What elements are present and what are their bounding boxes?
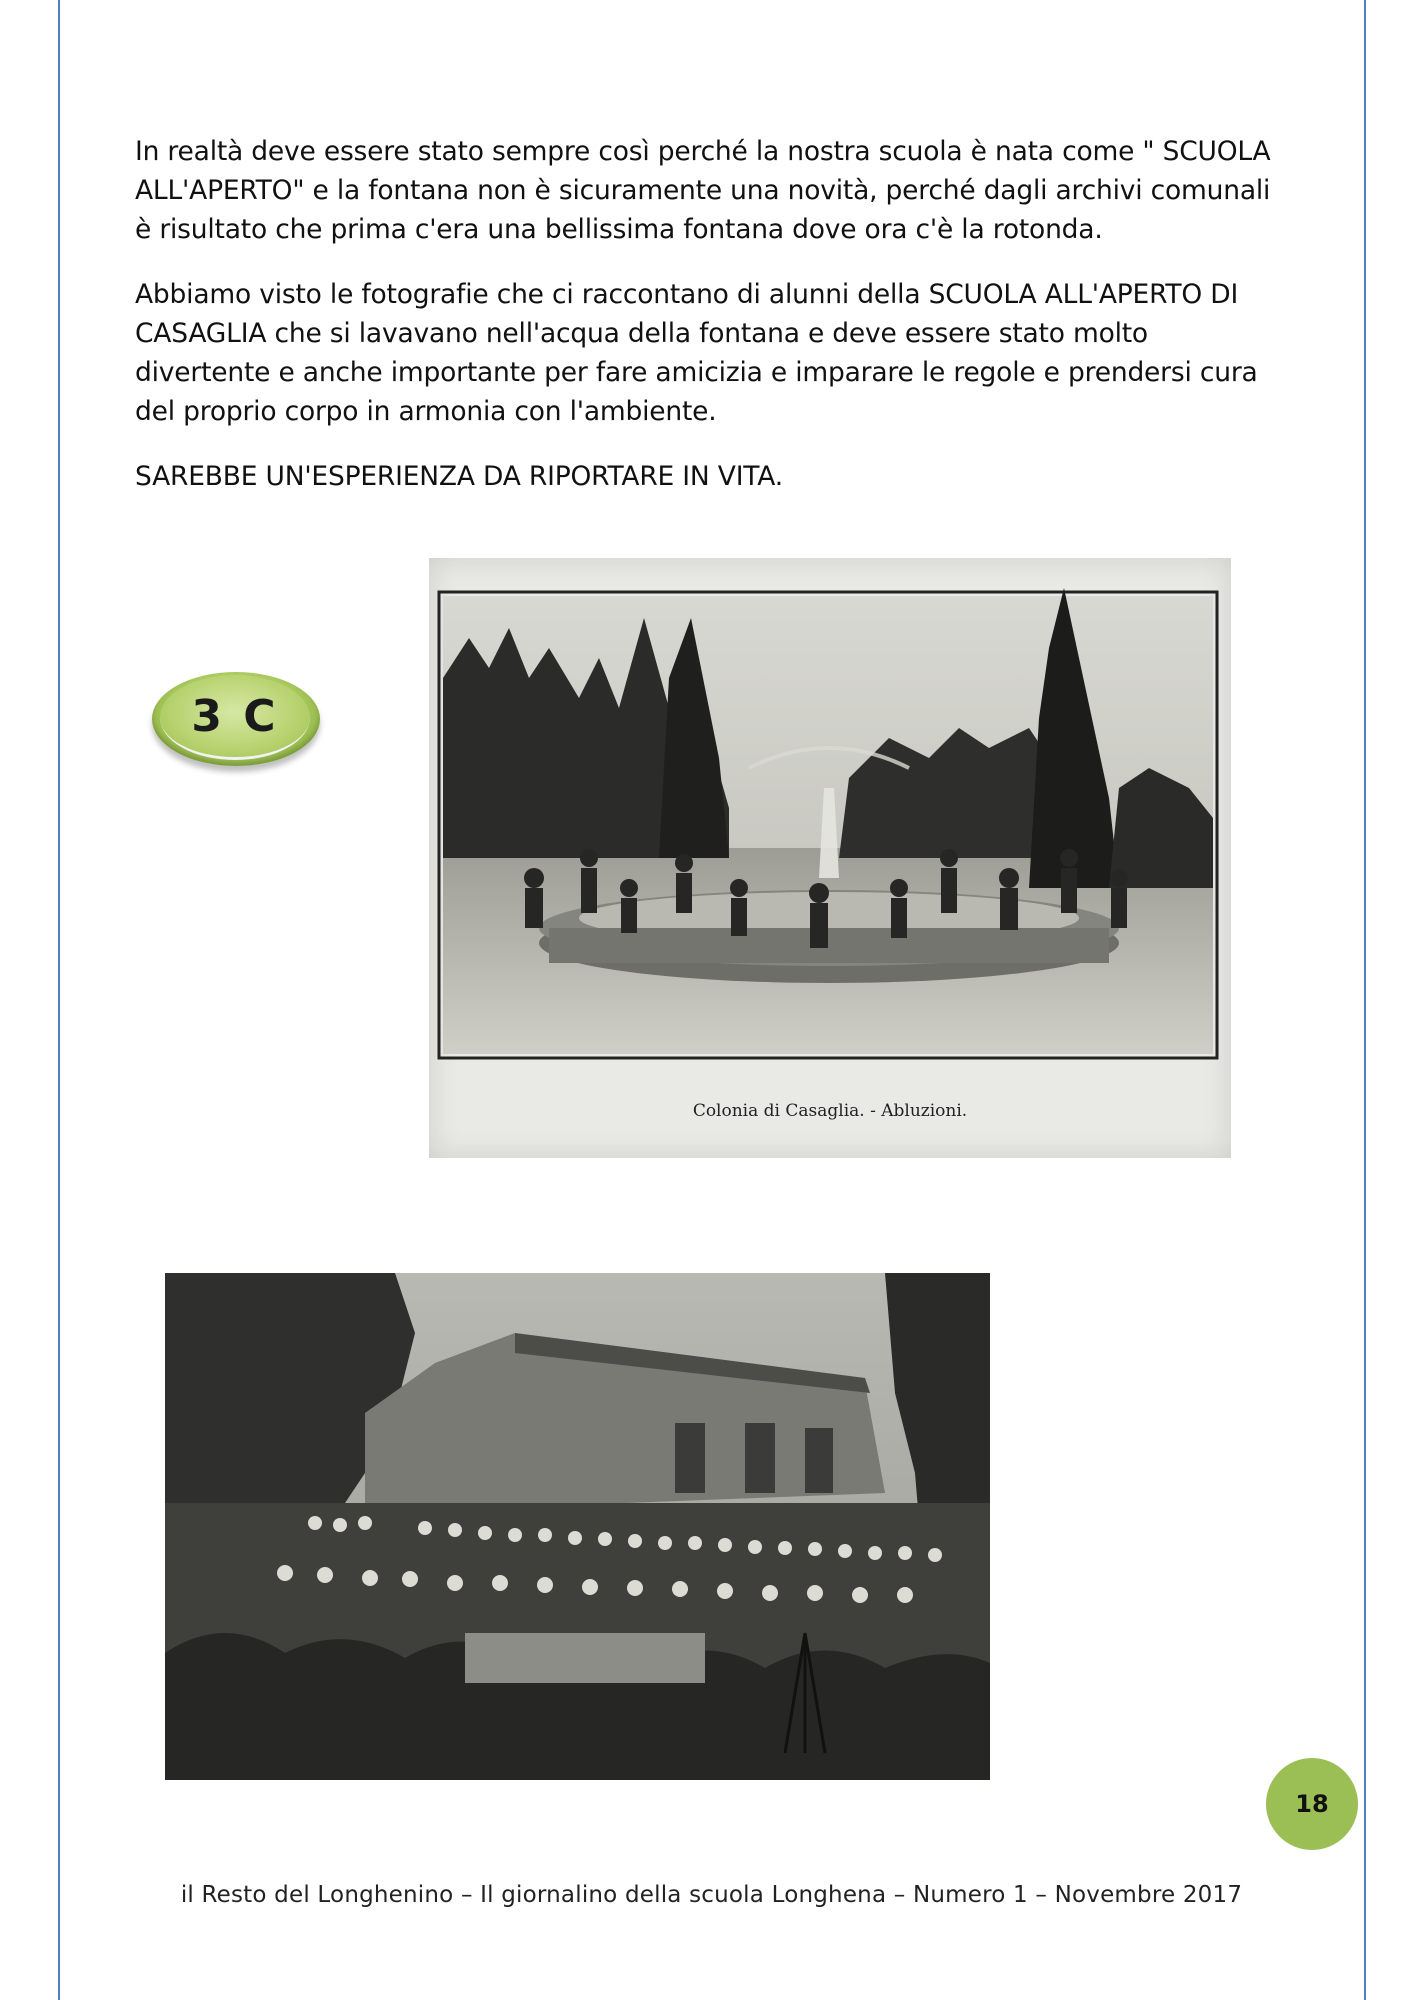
paragraph-3: SAREBBE UN'ESPERIENZA DA RIPORTARE IN VITA.: [135, 461, 783, 492]
right-border-line: [1364, 0, 1366, 2000]
article-text: [135, 132, 1285, 522]
fountain-photo-caption: Colonia di Casaglia. - Abluzioni.: [692, 1101, 968, 1121]
paragraph-2: Abbiamo visto le fotografie che ci raccontano di alunni della SCUOLA ALL'APERTO DI CASAGLIA che si lavavano nell'acqua della fontana e deve essere stato molto divertente e anche importante per fare amicizia e imparare le regole e prendersi cura del proprio corpo in armonia con l'ambiente.: [135, 279, 1258, 427]
class-badge-label: 3 C: [191, 690, 279, 742]
left-border-line: [58, 0, 60, 2000]
fountain-photo-image: [429, 558, 1231, 1158]
fountain-photo: [429, 558, 1231, 1158]
paragraph-1: In realtà deve essere stato sempre così perché la nostra scuola è nata come " SCUOLA ALL'APERTO" e la fontana non è sicuramente una novità, perché dagli archivi comunali è risultato che prima c'era una bellissima fontana dove ora c'è la rotonda.: [135, 136, 1271, 245]
page-number-badge: 18: [1266, 1758, 1358, 1850]
footer-text: il Resto del Longhenino – Il giornalino della scuola Longhena – Numero 1 – Novembre 2017: [180, 1882, 1243, 1908]
class-badge: [152, 672, 320, 766]
school-group-photo: [165, 1273, 990, 1780]
school-group-photo-image: [165, 1273, 990, 1780]
